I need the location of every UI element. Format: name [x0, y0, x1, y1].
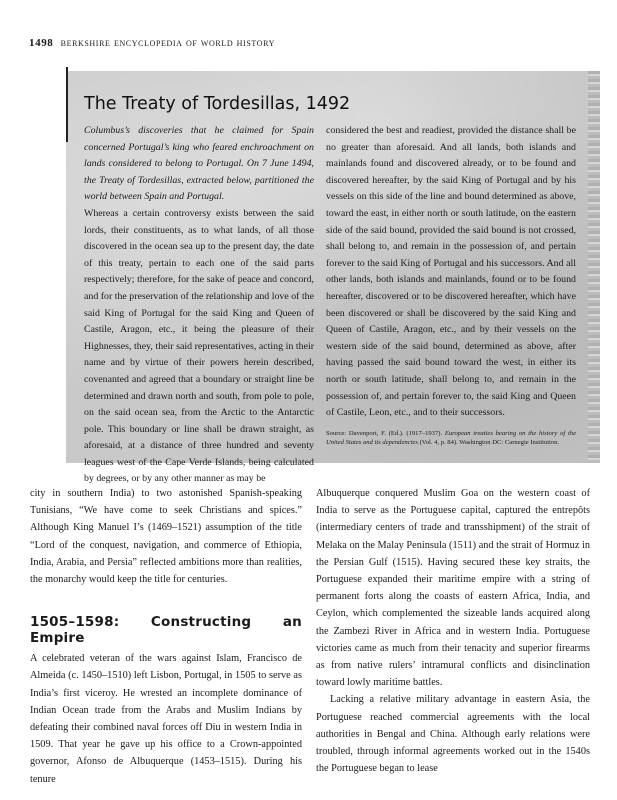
- body-paragraph: A celebrated veteran of the wars against Islam, Francisco de Almeida (c. 1450–1510) left Lisbon, Portugal, in 1505 to serve as India’s first viceroy. He wrested an incomplete dominance of Indian Ocean trade from the Arabs and Muslim Indians by defeating their combined naval forces off Diu in western India in 1509. That year he gave up his office to a Crown-appointed governor, Afonso de Albuquerque (1453–1515). During his tenure: [30, 653, 302, 785]
- source-suffix: (Vol. 4, p. 84). Washington DC: Carnegie Institution.: [417, 438, 560, 446]
- page-number: 1498: [29, 37, 54, 49]
- source-citation: [326, 429, 576, 447]
- treaty-text-left: Whereas a certain controversy exists between the said lords, their constituents, as to what lands, of all those discovered in the ocean sea up to the present day, the date of this treaty, pertain to each one of the said parts respectively; therefore, for the sake of peace and concord, and for the preservation of the relationship and love of the said King of Portugal for the said King and Queen of Castile, Aragon, etc., it being the pleasure of their Highnesses, they, their said representatives, acting in their name and by virtue of their powers herein described, covenanted and agreed that a boundary or straight line be determined and drawn north and south, from pole to pole, on the said ocean sea, from the Arctic to the Antarctic pole. This boundary or line shall be drawn straight, as aforesaid, at a distance of three hundred and seventy leagues west of the Cape Verde Islands, being calculated by degrees, or by any other manner as may be: [84, 207, 314, 485]
- body-paragraph: city in southern India) to two astonished Spanish-speaking Tunisians, “We have come to seek Christians and spices.” Although King Manuel I’s (1469–1521) assumption of the title “Lord of the conquest, navigation, and commerce of Ethiopia, India, Arabia, and Persia” reflected ambitions more than realities, the monarchy would keep the title for centuries.: [30, 488, 302, 586]
- sidebar-right-column: [326, 123, 576, 447]
- book-title: berkshire encyclopedia of world history: [60, 37, 275, 49]
- sidebar-intro: Columbus’s discoveries that he claimed for Spain concerned Portugal’s king who feared enchroachment on lands considered to belong to Portugal. On 7 June 1494, the Treaty of Tordesillas, extracted below, partitioned the world between Spain and Portugal.: [84, 125, 314, 203]
- sidebar-rule: [66, 67, 68, 142]
- sidebar-title: The Treaty of Tordesillas, 1492: [84, 94, 351, 114]
- body-paragraph: Lacking a relative military advantage in eastern Asia, the Portuguese reached commercial agreements with the local authorities in Bengal and China. Although early relations were troubled, through informal agreements worked out in the 1540s the Portuguese began to lease: [316, 694, 590, 775]
- running-header: [29, 37, 275, 49]
- torn-edge: [588, 71, 600, 463]
- body-paragraph: Albuquerque conquered Muslim Goa on the western coast of India to serve as the Portuguese capital, captured the entrepôts (intermediary centers of trade and transshipment) of the strait of Melaka on the Malay Peninsula (1511) and the strait of Hormuz in the Persian Gulf (1515). Having secured these key straits, the Portuguese expanded their maritime empire with a string of permanent forts along the coasts of eastern Africa, India, and Ceylon, which complemented the sizeable lands acquired along the Zambezi River in Africa and in western India. Portuguese victories came as much from their tenacity and superior firearms as from native rulers’ intramural conflicts and disinclination toward lowly maritime battles.: [316, 488, 590, 689]
- main-right-column: [316, 485, 590, 777]
- section-heading: 1505–1598: Constructing an Empire: [30, 614, 302, 647]
- main-left-column: [30, 485, 302, 788]
- sidebar-left-column: [84, 123, 314, 488]
- treaty-text-right: considered the best and readiest, provided the distance shall be no greater than aforesaid. And all lands, both islands and mainlands found and discovered already, or to be found and discovered hereafter, by the said King of Portugal and by his vessels on this side of the line and bound determined as above, toward the east, in either north or south latitude, on the eastern side of the said bound, provided the said bound is not crossed, shall belong to, and remain in the possession of, and pertain forever to the said King of Portugal and his successors. And all other lands, both islands and mainlands, found or to be found hereafter, discovered or to be discovered hereafter, which have been discovered or shall be discovered by the said King and Queen of Castile, Aragon, etc., and by their vessels on the western side of the said bound, determined as above, after having passed the said bound toward the west, in either its north or south latitude, shall belong to, and remain in the possession of, and pertain forever to, the said King and Queen of Castile, Leon, etc., and to their successors.: [326, 125, 576, 419]
- source-title: European treaties bearing on the history of the United States and its dependencies: [326, 429, 576, 446]
- source-prefix: Source: Davenport, F. (Ed.). (1917–1937).: [326, 429, 445, 437]
